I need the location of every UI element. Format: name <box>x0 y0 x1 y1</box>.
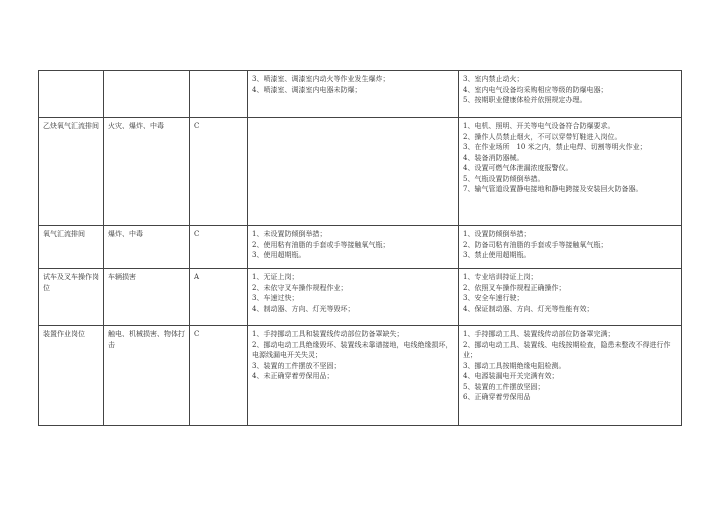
cause-line: 4、制动器、方向、灯光等毁坏； <box>252 304 355 313</box>
table-row <box>39 71 682 118</box>
measures-cell <box>459 269 682 326</box>
level-cell <box>190 71 248 118</box>
cause-line: 1、手持挪动工具和装置线传动部位防备罩缺失； <box>252 330 404 338</box>
measures-cell <box>459 118 682 226</box>
measure-line: 1、设置防倾倒举措； <box>463 230 531 238</box>
measure-line: 3、室内禁止动火； <box>463 75 524 83</box>
table-row <box>39 326 682 426</box>
table-row <box>39 226 682 269</box>
measure-line: 4、电源装漏电开关完满有效； <box>463 372 559 380</box>
cause-line: 3、车速过快； <box>252 294 299 302</box>
causes-cell <box>248 118 459 226</box>
measure-line: 7、输气管道设置静电接地和静电跨接及安装回火防备器。 <box>463 185 643 193</box>
causes-cell <box>248 71 459 118</box>
post-cell <box>39 71 104 118</box>
cause-line: 4、未正确穿着劳保用品； <box>252 372 334 380</box>
measure-line: 2、操作人员禁止烟火，不可以穿带钉鞋进入岗位。 <box>463 132 622 141</box>
cause-line: 3、喷漆室、调漆室内动火等作业发生爆炸； <box>252 75 390 83</box>
level-cell: C <box>190 118 248 226</box>
measure-line: 3、安全车速行驶； <box>463 294 524 302</box>
measure-line: 3、禁止使用超期瓶。 <box>463 251 531 259</box>
measures-cell <box>459 226 682 269</box>
measure-line: 3、挪动工具按期绝缘电阻检测。 <box>463 361 566 370</box>
hazard-cell <box>104 71 190 118</box>
measure-line: 5、按期职业健康体检并依照规定办理。 <box>463 96 587 104</box>
measure-line: 4、设置可燃气体泄漏浓度报警仪。 <box>463 164 573 172</box>
measure-line: 6、正确穿着劳保用品 <box>463 393 531 401</box>
post-cell: 乙炔氧气汇流排间 <box>39 118 104 226</box>
table-row <box>39 269 682 326</box>
causes-cell <box>248 326 459 426</box>
risk-table-body <box>39 71 682 426</box>
measure-line: 1、手持挪动工具、装置线传动部位防备罩完满； <box>463 330 615 338</box>
measure-line: 5、气瓶设置防倾倒举措。 <box>463 174 545 183</box>
post-cell: 氧气汇流排间 <box>39 226 104 269</box>
measure-line: 2、防备司粘有油脂的手套或手等接触氧气瓶； <box>463 240 608 249</box>
measure-line: 4、装备消防器械。 <box>463 153 524 162</box>
table-row <box>39 118 682 226</box>
level-cell: A <box>190 269 248 326</box>
measure-line: 1、电机、照明、开关等电气设备符合防爆要求。 <box>463 122 615 130</box>
cause-line: 1、无证上岗； <box>252 273 299 281</box>
level-cell: C <box>190 326 248 426</box>
cause-line: 3、使用超期瓶。 <box>252 251 306 259</box>
measure-line: 5、装置的工件摆放坚固； <box>463 382 545 391</box>
measure-line: 2、挪动电动工具、装置线、电线按期检查，隐患未整改不得进行作业； <box>463 340 671 359</box>
hazard-cell: 火灾、爆炸、中毒 <box>104 118 190 226</box>
measure-line: 4、室内电气设备均采购相应等级的防爆电器； <box>463 85 608 94</box>
cause-line: 2、未依守叉车操作规程作业； <box>252 283 348 292</box>
cause-line: 1、未设置防倾倒举措； <box>252 230 327 238</box>
causes-cell <box>248 269 459 326</box>
measure-line: 4、保证制动器、方向、灯光等性能有效； <box>463 304 594 313</box>
level-cell: C <box>190 226 248 269</box>
measure-line: 3、在作业场所 10 米之内，禁止电焊、切割等明火作业； <box>463 143 647 151</box>
measures-cell <box>459 71 682 118</box>
post-cell: 装置作业岗位 <box>39 326 104 426</box>
cause-line: 3、装置的工件摆放不坚固； <box>252 361 341 370</box>
measures-cell <box>459 326 682 426</box>
measure-line: 2、依照叉车操作规程正确操作； <box>463 283 566 292</box>
hazard-cell: 触电、机械损害、物体打击 <box>104 326 190 426</box>
measure-line: 1、专业培训持证上岗； <box>463 273 538 281</box>
cause-line: 4、喷漆室、调漆室内电器未防爆； <box>252 85 362 94</box>
risk-table <box>38 70 682 426</box>
cause-line: 2、使用粘有油脂的手套或手等接触氧气瓶； <box>252 240 390 249</box>
cause-line: 2、挪动电动工具绝缘毁坏、装置线未靠谱接地，电线绝缘损坏，电源线漏电开关失灵； <box>252 340 453 359</box>
hazard-cell: 车辆损害 <box>104 269 190 326</box>
hazard-cell: 爆炸、中毒 <box>104 226 190 269</box>
post-cell: 试车及叉车操作岗位 <box>39 269 104 326</box>
causes-cell <box>248 226 459 269</box>
